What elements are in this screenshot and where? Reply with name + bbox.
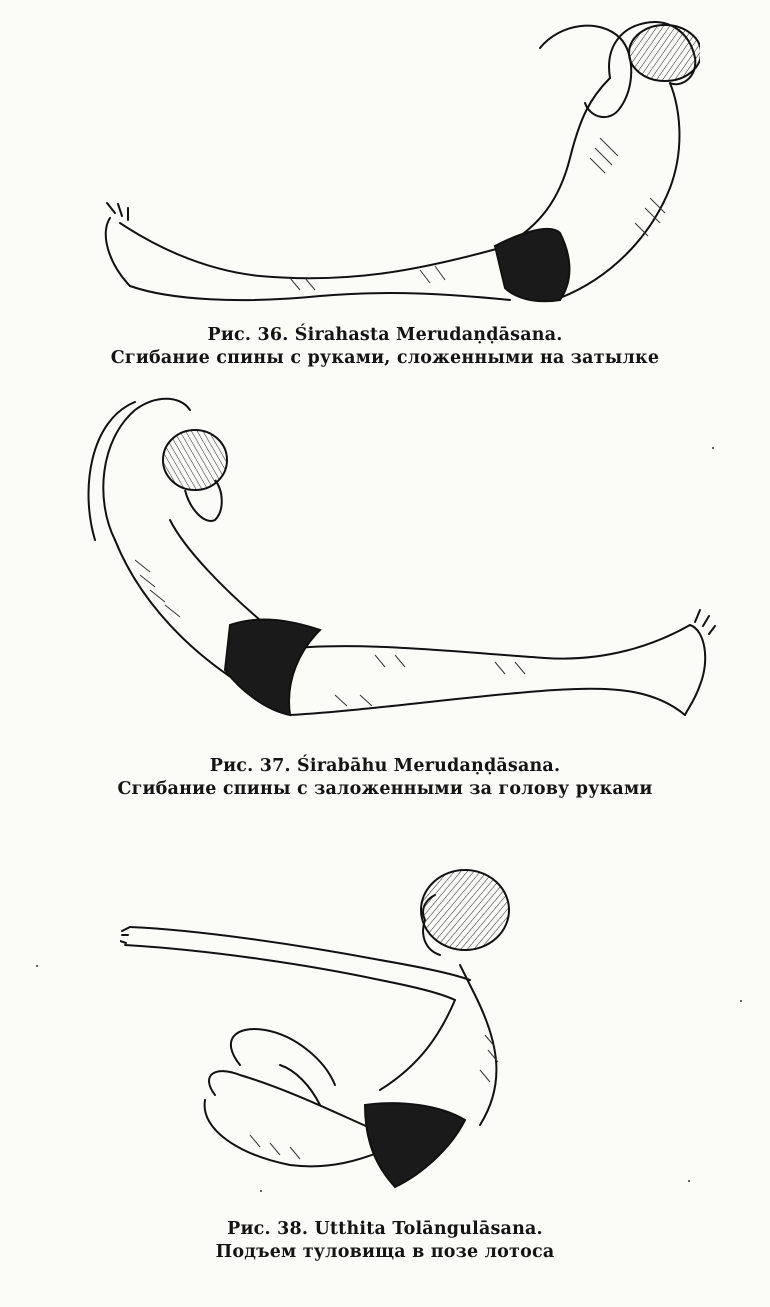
scan-speck [740,1000,742,1002]
figure-37 [0,390,770,810]
scan-speck [712,447,714,449]
figure-36-illustration [90,8,700,313]
figure-38-caption [0,1218,770,1264]
figure-36 [0,0,770,380]
figure-36-caption [0,324,770,370]
figure-37-caption-title: Рис. 37. Śirabāhu Merudaṇḍāsana. [209,756,561,776]
figure-37-illustration [75,390,725,725]
figure-36-caption-title: Рис. 36. Śirahasta Merudaṇḍāsana. [207,325,563,345]
figure-37-caption-text: Сгибание спины с заложенными за голову руками [117,779,653,799]
scan-speck [260,1190,262,1192]
scan-speck [688,1180,690,1182]
figure-37-caption [0,755,770,801]
figure-38-illustration [120,865,530,1200]
figure-36-caption-text: Сгибание спины с руками, сложенными на затылке [110,348,660,368]
figure-38-caption-text: Подъем туловища в позе лотоса [215,1242,555,1262]
figure-38 [0,860,770,1280]
figure-38-caption-title: Рис. 38. Utthita Tolāngulāsana. [227,1219,543,1239]
scan-speck [36,965,38,967]
